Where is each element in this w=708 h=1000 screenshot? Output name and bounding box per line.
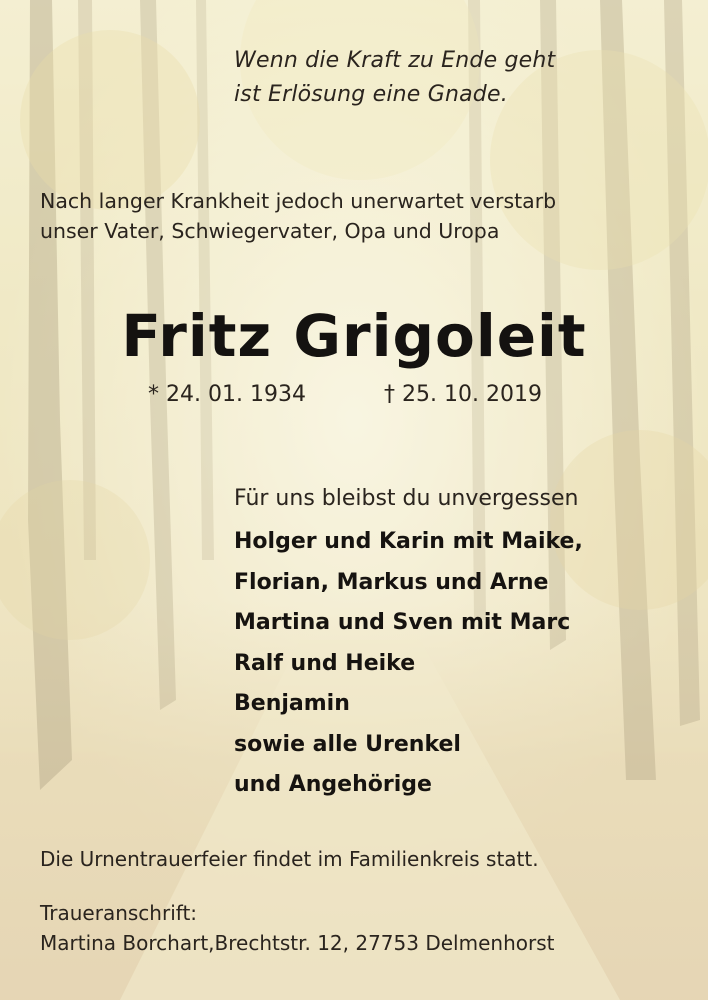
family-member-line: Florian, Markus und Arne xyxy=(234,569,549,595)
quote-verse xyxy=(234,44,555,112)
death-date: † 25. 10. 2019 xyxy=(384,382,542,407)
birth-date: * 24. 01. 1934 xyxy=(148,382,306,407)
quote-line: ist Erlösung eine Gnade. xyxy=(234,82,508,107)
mourning-address xyxy=(40,898,554,958)
address-value: Martina Borchart,Brechtstr. 12, 27753 Delmenhorst xyxy=(40,931,555,955)
family-lead-text: Für uns bleibst du unvergessen xyxy=(234,486,579,511)
intro-line: Nach langer Krankheit jedoch unerwartet verstarb xyxy=(40,189,557,213)
family-member-line: Holger und Karin mit Maike, xyxy=(234,529,583,554)
family-member-line: Ralf und Heike xyxy=(234,650,416,676)
intro-line: unser Vater, Schwiegervater, Opa und Uropa xyxy=(40,219,500,243)
family-section xyxy=(234,482,583,806)
ceremony-note: Die Urnentrauerfeier findet im Familienkreis statt. xyxy=(40,847,539,871)
family-member-line: und Angehörige xyxy=(234,772,432,797)
address-label: Traueranschrift: xyxy=(40,901,198,925)
family-members-list xyxy=(234,522,583,806)
intro-text xyxy=(40,186,556,246)
quote-line: Wenn die Kraft zu Ende geht xyxy=(234,48,556,73)
deceased-name: Fritz Grigoleit xyxy=(121,302,587,370)
family-member-line: sowie alle Urenkel xyxy=(234,731,461,757)
family-member-line: Benjamin xyxy=(234,691,350,716)
life-dates xyxy=(148,378,542,412)
family-member-line: Martina und Sven mit Marc xyxy=(234,610,571,635)
